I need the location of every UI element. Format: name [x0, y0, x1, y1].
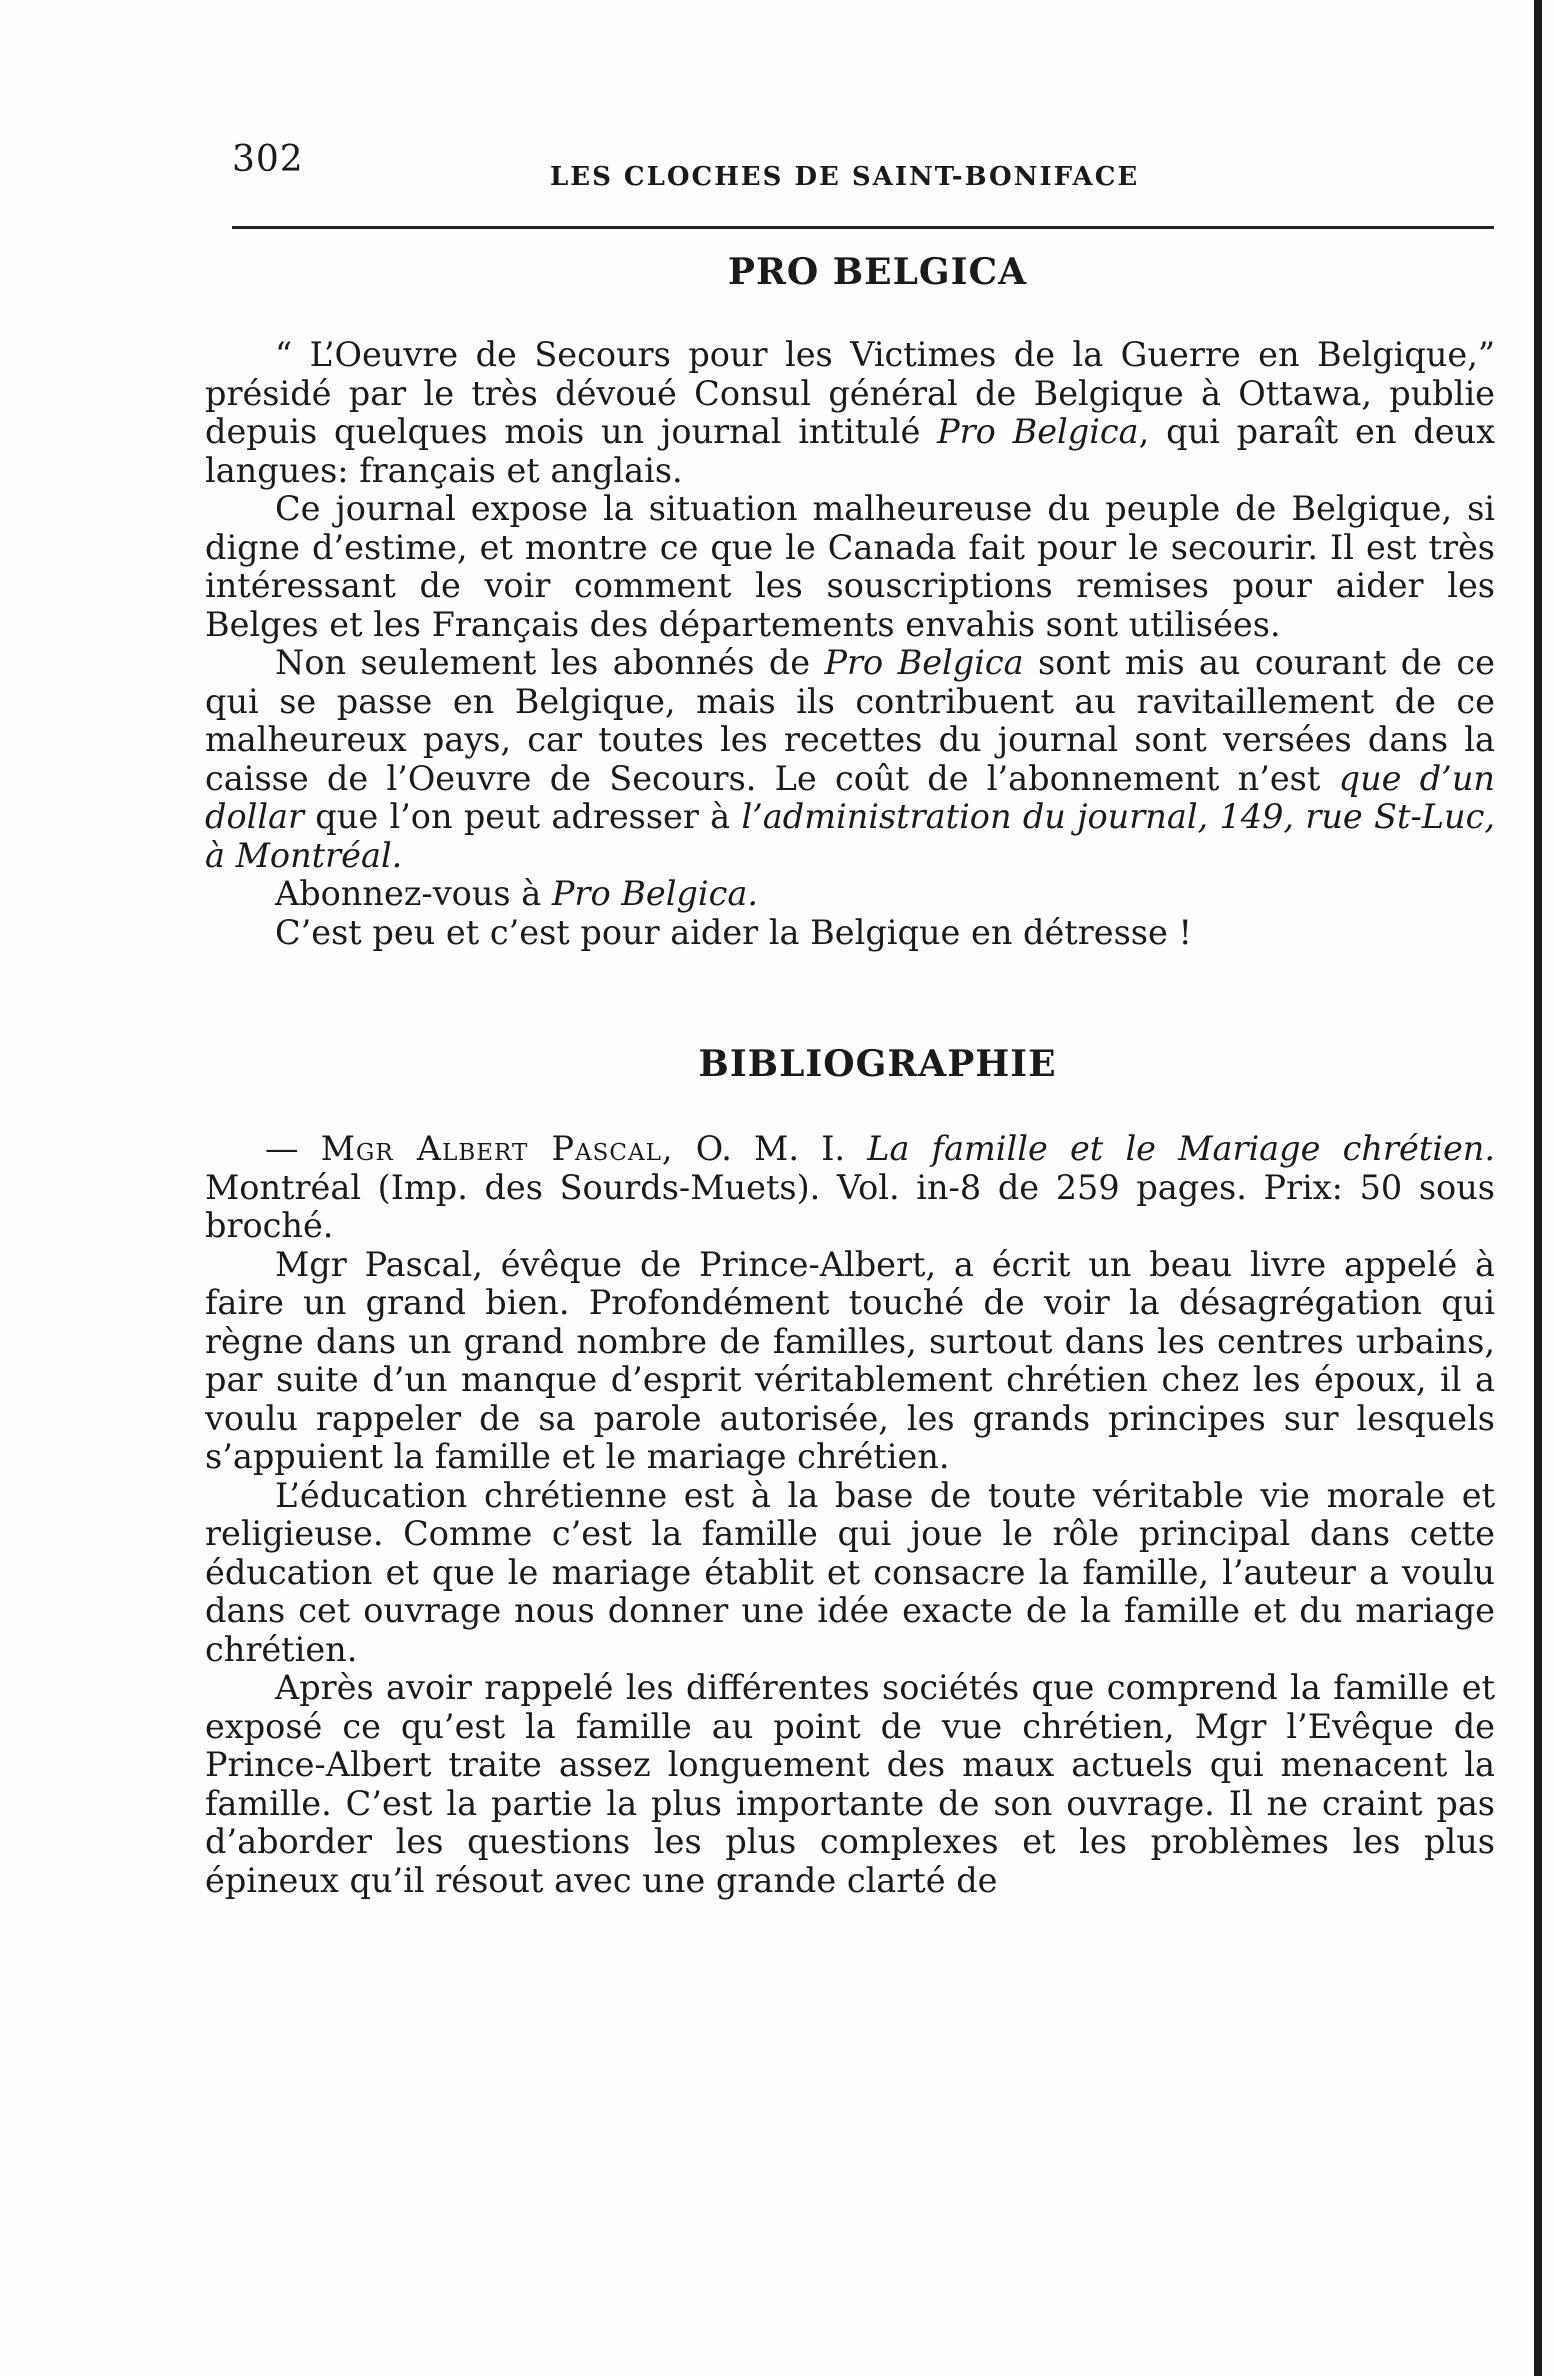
paragraph — [205, 336, 1495, 490]
text-run: “ L’Oeuvre de Secours pour les Victimes de la Guerre en Belgique,” présidé par le très dévoué Consul général de Belgique à Ottawa, publie depuis quelques mois un journal intitulé — [205, 335, 1495, 451]
book-title: La famille et le Mariage chrétien. — [867, 1129, 1496, 1168]
page-number: 302 — [232, 139, 304, 180]
paragraph: Après avoir rappelé les différentes sociétés que comprend la famille et exposé ce qu’est la famille au point de vue chrétien, Mgr l’Evêque de Prince-Albert traite assez longuement des maux actuels qui menacent la famille. C’est la partie la plus importante de son ouvrage. Il ne craint pas d’aborder les questions les plus complexes et les problèmes les plus épineux qu’il résout avec une grande clarté de — [205, 1668, 1495, 1900]
pro-belgica-section — [205, 250, 1495, 952]
price-text: que d’un dollar — [205, 758, 1495, 836]
text-run: sont mis au courant de ce qui se passe en Belgique, mais ils contribuent au ravitaillement de ce malheureux pays, car toutes les recettes du journal sont versées dans la caisse de l’Oeuvre de Secours. Le coût de l’abonnement n’est — [205, 643, 1495, 798]
page-edge-rule — [1534, 0, 1542, 2376]
section-title-pro-belgica: PRO BELGICA — [727, 251, 1028, 293]
paragraph: L’éducation chrétienne est à la base de toute véritable vie morale et religieuse. Comme c’est la famille qui joue le rôle principal dans cette éducation et que le mariage établit et consacre la famille, l’auteur a voulu dans cet ouvrage nous donner une idée exacte de la famille et du mariage chrétien. — [205, 1475, 1495, 1669]
text-run: Non seulement les abonnés de — [275, 643, 825, 682]
journal-title: Pro Belgica — [937, 412, 1139, 451]
running-head — [232, 140, 1492, 200]
text-run: , qui paraît en deux langues: français et anglais. — [205, 412, 1495, 490]
text-run: — — [265, 1129, 321, 1168]
text-run: Montréal (Imp. des Sourds-Muets). Vol. in-8 de 259 pages. Prix: 50 sous broché. — [205, 1167, 1495, 1245]
paragraph: Mgr Pascal, évêque de Prince-Albert, a écrit un beau livre appelé à faire un grand bien. Profondément touché de voir la désagrégation qui règne dans un grand nombre de familles, surtout dans les centres urbains, par suite d’un manque d’esprit véritablement chrétien chez les époux, il a voulu rappeler de sa parole autorisée, les grands principes sur lesquels s’appuient la famille et le mariage chrétien. — [205, 1244, 1495, 1476]
text-run: Abonnez-vous à — [275, 874, 552, 913]
bibliography-entry — [205, 1130, 1495, 1246]
bibliographie-section — [205, 1042, 1495, 1900]
address-text: l’administration du journal, 149, rue St-Luc, à Montréal. — [205, 797, 1495, 875]
paragraph — [205, 644, 1495, 875]
running-title: LES CLOCHES DE SAINT-BONIFACE — [550, 162, 1140, 192]
journal-title: Pro Belgica — [824, 643, 1024, 682]
section-title-bibliographie: BIBLIOGRAPHIE — [698, 1043, 1057, 1085]
appeal-line: C’est peu et c’est pour aider la Belgique en détresse ! — [275, 912, 1192, 952]
text-run: que l’on peut adresser à — [304, 797, 742, 836]
header-rule — [232, 226, 1494, 229]
paragraph: Ce journal expose la situation malheureuse du peuple de Belgique, si digne d’estime, et montre ce que le Canada fait pour le secourir. Il est très intéressant de voir comment les souscriptions remises pour aider les Belges et les Français des départements envahis sont utilisées. — [205, 489, 1495, 644]
entry-author: Mgr Albert Pascal, — [320, 1129, 674, 1168]
appeal-line — [205, 875, 1495, 914]
text-run: O. M. I. — [673, 1129, 868, 1168]
page-body — [205, 250, 1495, 1900]
journal-title: Pro Belgica. — [551, 874, 758, 913]
